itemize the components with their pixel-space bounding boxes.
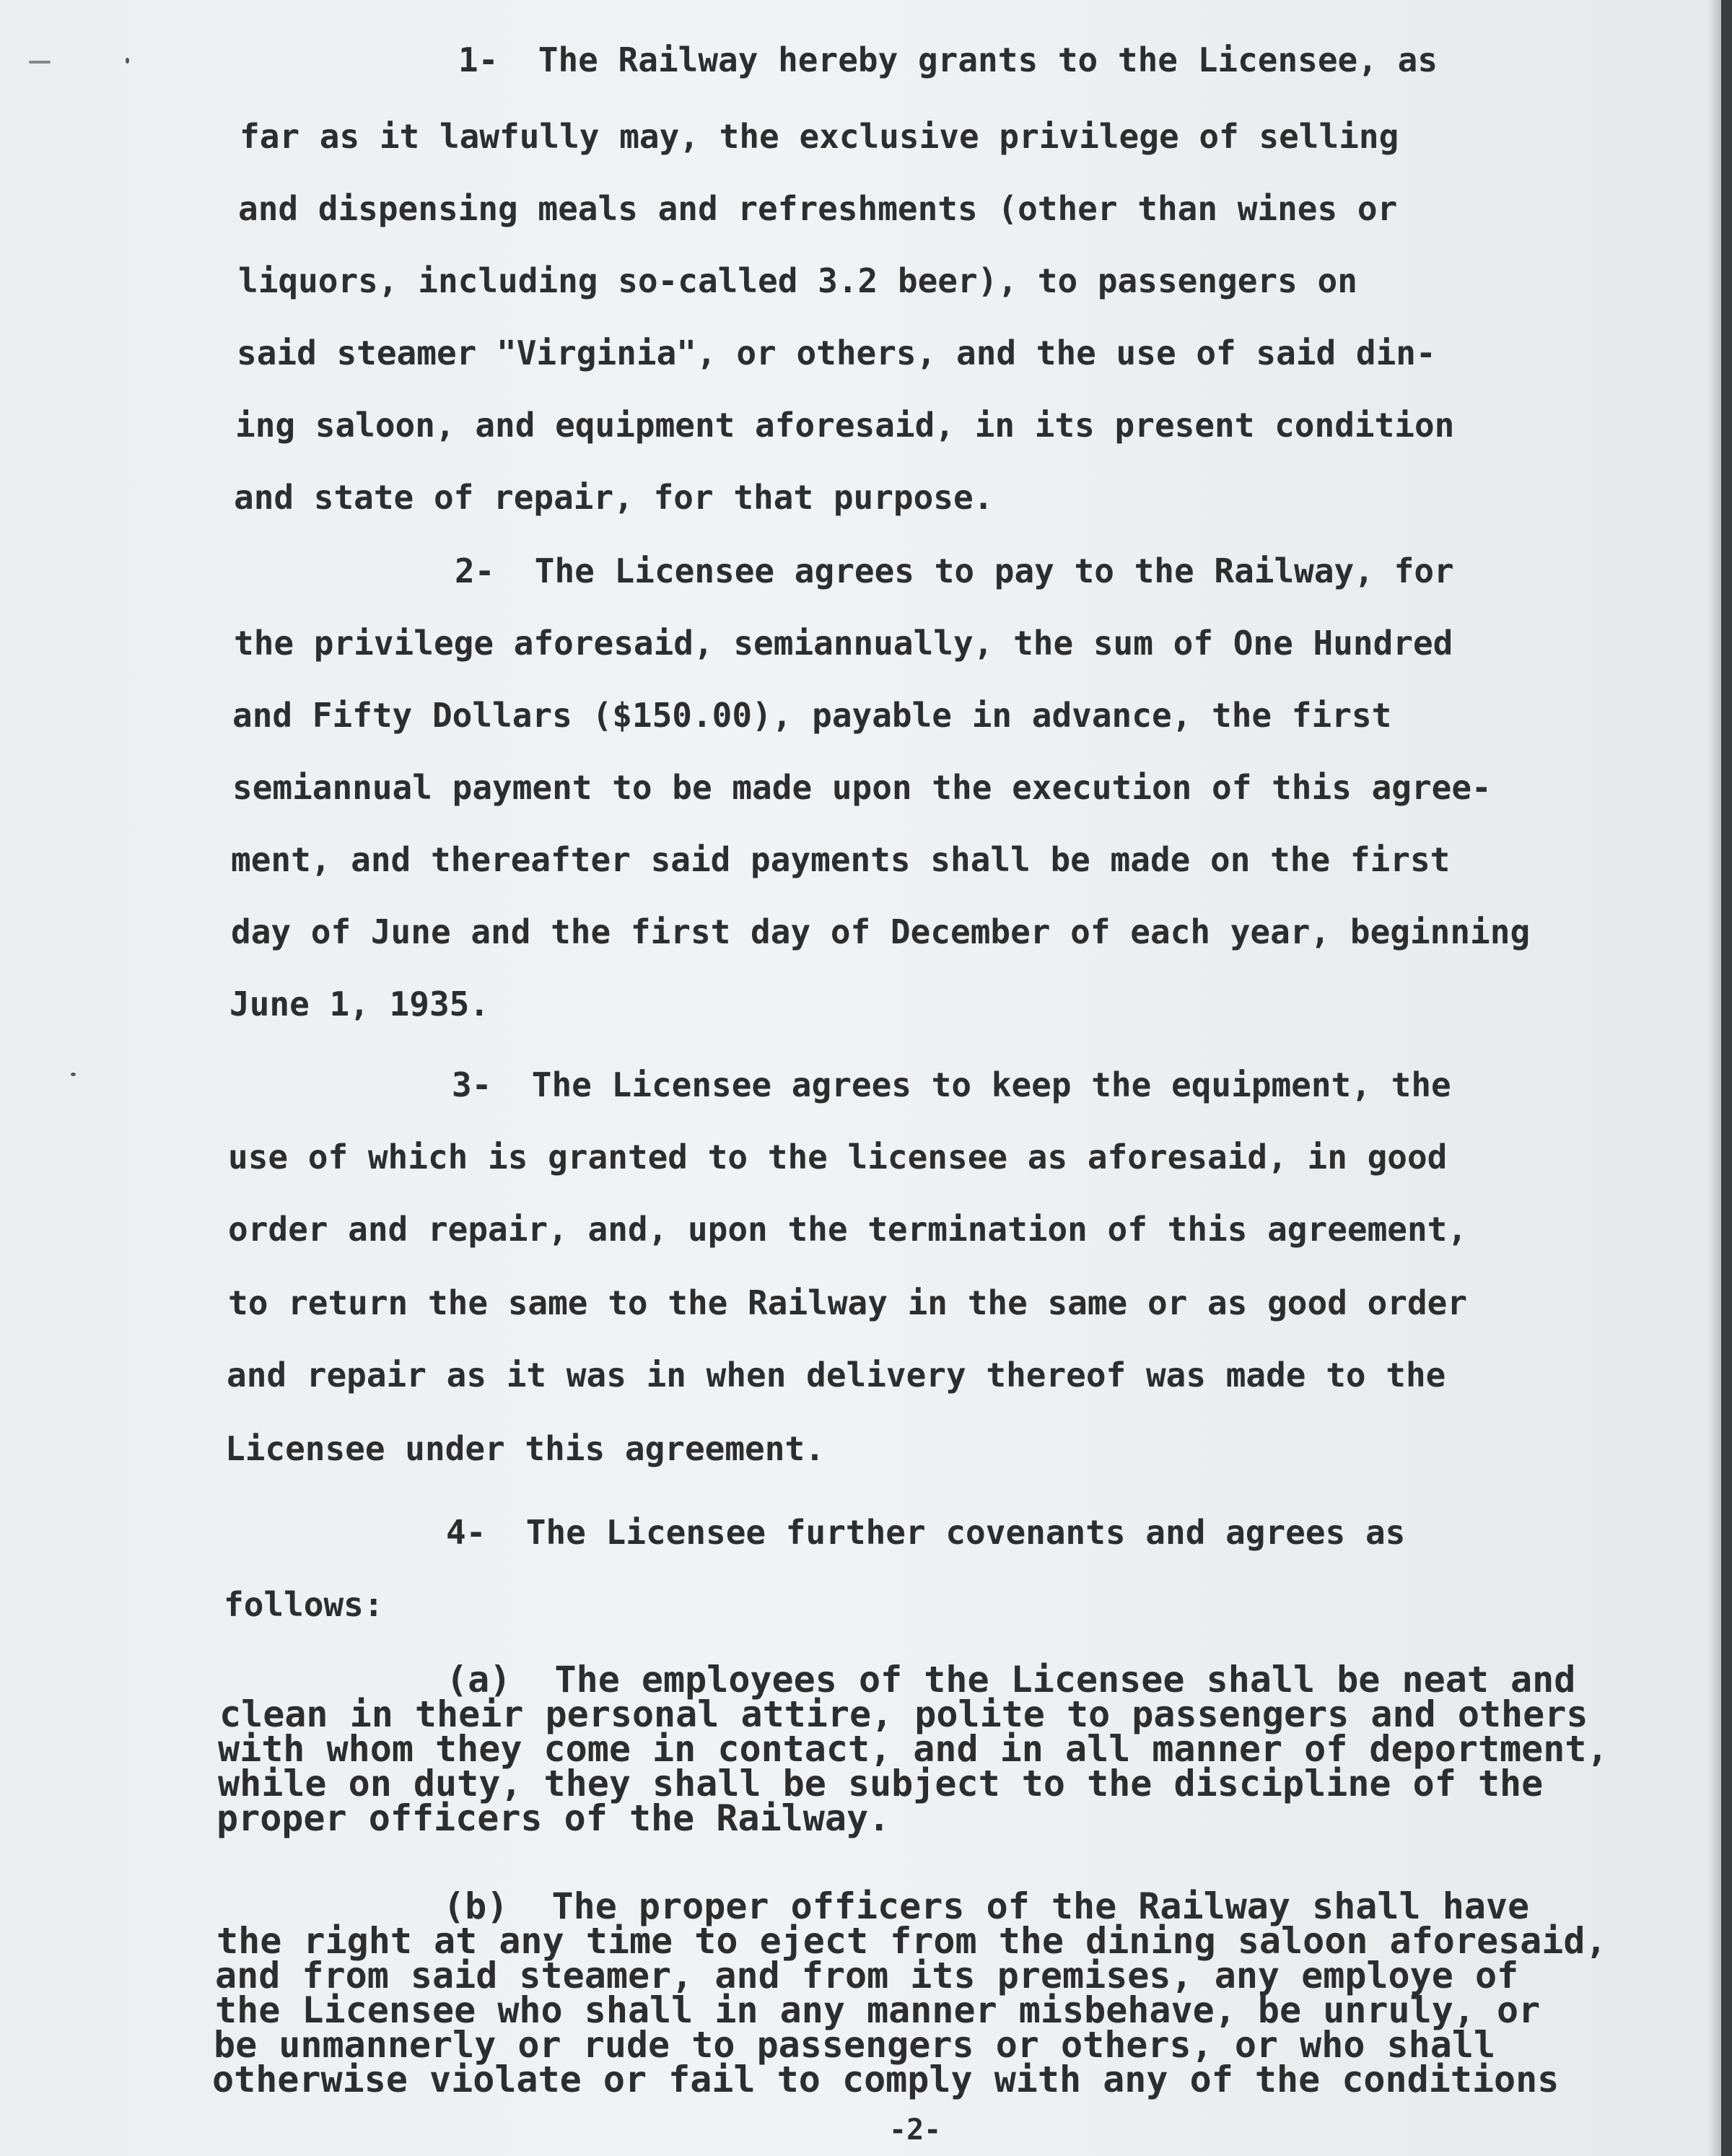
- paper-mark: [71, 1073, 76, 1076]
- paper-mark: [29, 61, 51, 64]
- text-line: and repair as it was in when delivery thereof was made to the: [227, 1356, 1446, 1395]
- text-line: semiannual payment to be made upon the execution of this agree-: [232, 768, 1492, 807]
- text-line: liquors, including so-called 3.2 beer), to passengers on: [238, 261, 1357, 300]
- text-line: order and repair, and, upon the termination of this agreement,: [228, 1210, 1468, 1249]
- text-line: with whom they come in contact, and in all manner of deportment,: [218, 1728, 1609, 1770]
- text-line: (b) The proper officers of the Railway shall have: [443, 1885, 1530, 1927]
- text-line: use of which is granted to the licensee as aforesaid, in good: [228, 1138, 1448, 1177]
- text-line: (a) The employees of the Licensee shall be neat and: [446, 1659, 1576, 1701]
- text-line: and state of repair, for that purpose.: [234, 478, 994, 517]
- text-line: ment, and thereafter said payments shall be made on the first: [231, 840, 1451, 879]
- text-line: said steamer "Virginia", or others, and the use of said din-: [237, 333, 1436, 372]
- text-line: the privilege aforesaid, semiannually, the sum of One Hundred: [234, 624, 1453, 663]
- text-line: to return the same to the Railway in the same or as good order: [228, 1283, 1468, 1322]
- text-line: Licensee under this agreement.: [225, 1429, 825, 1468]
- text-line: and from said steamer, and from its premises, any employe of: [215, 1955, 1519, 1996]
- text-line: the right at any time to eject from the dining saloon aforesaid,: [216, 1920, 1607, 1962]
- text-line: while on duty, they shall be subject to the discipline of the: [218, 1763, 1544, 1804]
- text-line: ing saloon, and equipment aforesaid, in its present condition: [235, 406, 1455, 445]
- text-line: 2- The Licensee agrees to pay to the Railway, for: [455, 551, 1454, 590]
- paper-mark: [126, 58, 129, 64]
- text-line: 4- The Licensee further covenants and agrees as: [446, 1513, 1406, 1552]
- page-number: -2-: [889, 2113, 942, 2147]
- text-line: be unmannerly or rude to passengers or others, or who shall: [214, 2024, 1496, 2066]
- text-line: far as it lawfully may, the exclusive privilege of selling: [240, 117, 1399, 156]
- text-line: clean in their personal attire, polite to passengers and others: [219, 1693, 1588, 1735]
- text-line: 1- The Railway hereby grants to the Licensee, as: [458, 40, 1438, 79]
- text-line: the Licensee who shall in any manner misbehave, be unruly, or: [215, 1989, 1541, 2031]
- text-line: 3- The Licensee agrees to keep the equipment, the: [452, 1065, 1451, 1104]
- text-line: proper officers of the Railway.: [216, 1797, 891, 1839]
- text-line: and dispensing meals and refreshments (other than wines or: [238, 189, 1398, 228]
- page-edge-shadow: [1708, 0, 1721, 2156]
- text-line: day of June and the first day of December of each year, beginning: [231, 912, 1531, 951]
- text-line: otherwise violate or fail to comply with any of the conditions: [212, 2059, 1560, 2100]
- text-line: follows:: [224, 1585, 384, 1624]
- text-line: June 1, 1935.: [229, 985, 490, 1024]
- text-line: and Fifty Dollars ($150.00), payable in advance, the first: [232, 696, 1392, 735]
